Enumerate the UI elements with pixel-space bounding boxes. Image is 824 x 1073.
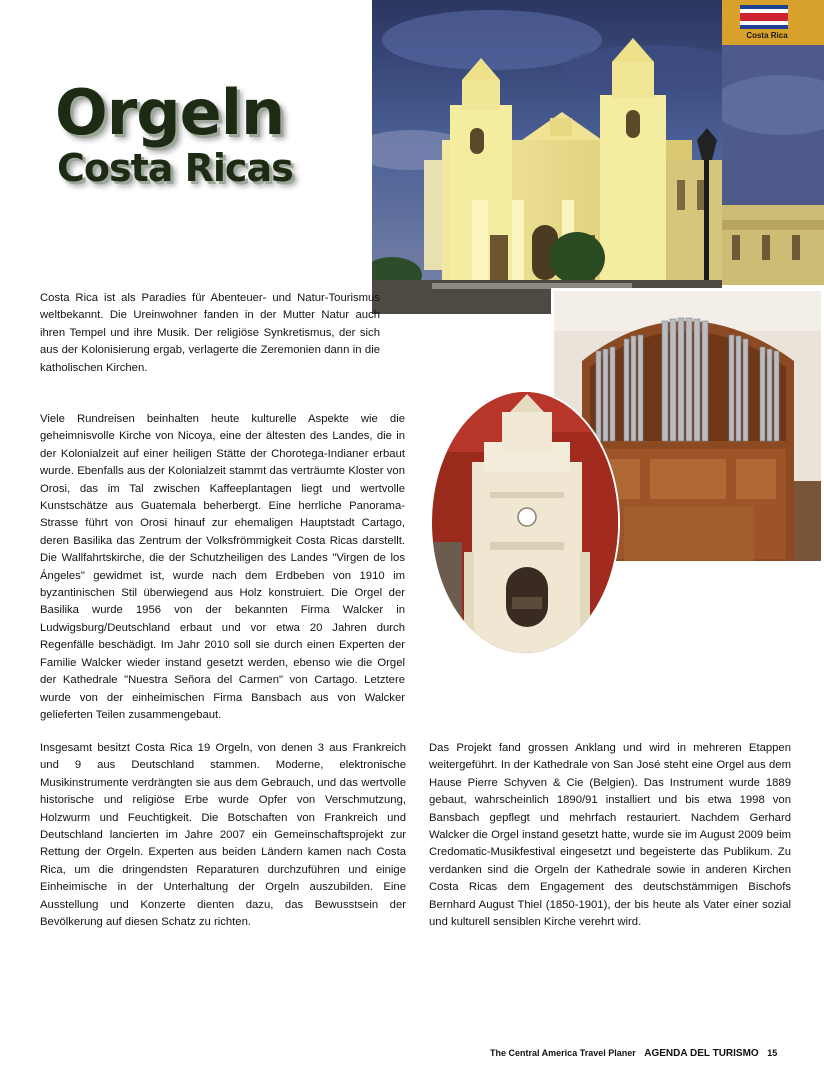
title-line-2: Costa Ricas (57, 146, 293, 190)
page-footer (490, 1048, 783, 1059)
cathedral-photo (372, 0, 722, 314)
page-title (55, 78, 293, 188)
country-label: Costa Rica (746, 31, 788, 40)
rundreisen-paragraph: Viele Rundreisen beinhalten heute kulturelle Aspekte wie die geheimnisvolle Kirche von Nicoya, eine der ältesten des Landes, die in der Kolonialzeit auf einer heiligen Stätte der Chorotega-Indianer erbaut wurde. Ebenfalls aus der Kolonialzeit stammt das verträumte Kloster von Orosi, das im Tal zwischen Kaffeeplantagen liegt und wertvolle Kunstschätze aus Guatemala beherbergt. Eine herrliche Panorama-Strasse führt von Orosi hinauf zur ehemaligen Hauptstadt Cartago, deren Basilika das Zentrum der Volksfrömmigkeit Costa Ricas darstellt. Die Wallfahrtskirche, die der Schutzheiligen des Landes "Virgen de los Ángeles" gewidmet ist, wurde nach dem Erdbeben von 1910 im byzantinischen Stil überwiegend aus Holz konstruiert. Die Orgel der Basilika wurde 1956 von der bekannten Firma Walcker in Ludwigsburg/Deutschland erbaut und vor etwa 20 Jahren durch Regenfälle beschädigt. Im Jahr 2010 soll sie durch einen Experten der Familie Walcker wieder instand gesetzt werden, ebenso wie die Orgel der Kathedrale "Nuestra Señora del Carmen" von Cartago. Letztere wurde von der einheimischen Firma Bansbach aus von Walcker gelieferten Teilen zusammengebaut. (40, 413, 405, 721)
footer-magazine: AGENDA DEL TURISMO (644, 1048, 759, 1059)
title-line-1: Orgeln (55, 76, 285, 149)
footer-publication: The Central America Travel Planer (490, 1048, 636, 1058)
church-tower-photo (430, 390, 620, 655)
orgeln-paragraph: Insgesamt besitzt Costa Rica 19 Orgeln, von denen 3 aus Frankreich und 9 aus Deutschland stammen. Moderne, elektronische Musikinstrumente verdrängten sie aus dem Gebrauch, und das wertvolle historische und religiöse Erbe wurde Opfer von Verschmutzung, Holzwurm und Feuchtigkeit. Die Botschaften von Frankreich und Deutschland lancierten im Jahre 2007 ein Gemeinschaftsprojekt zur Rettung der Orgeln. Experten aus beiden Ländern kamen nach Costa Rica, um die dringendsten Reparaturen durchzuführen und einige Einheimische in der Unterhaltung der Orgeln auszubilden. Eine Ausstellung und Konzerte dienten dazu, das Bewusstsein der Bevölkerung auf diesen Schatz zu richten. (40, 742, 406, 929)
cathedral-photo-right-strip (722, 45, 824, 285)
projekt-paragraph: Das Projekt fand grossen Anklang und wird in mehreren Etappen weitergeführt. In der Kathedrale von San José steht eine Orgel aus dem Hause Pierre Schyven & Cie (Belgien). Das Instrument wurde 1889 gebaut, wahrscheinlich 1890/91 installiert und bis etwa 1998 von Bansbach gepflegt und mehrfach restauriert. Nachdem Gerhard Walcker die Orgel instand gesetzt hatte, wurde sie im August 2009 beim Credomatic-Musikfestival eingesetzt und begeisterte das Publikum. Zu verdanken sind die Orgeln der Kathedrale sowie in anderen Kirchen Costa Ricas dem Engagement des deutschstämmigen Bischofs Bernhard August Thiel (1850-1901), der bis heute als Vater einer sozial und kulturell sensiblen Kirche verehrt wird. (429, 742, 791, 929)
country-tab (722, 0, 824, 45)
intro-paragraph: Costa Rica ist als Paradies für Abenteuer- und Natur-Tourismus weltbekannt. Die Ureinwohner fanden in der Mutter Natur auch ihren Tempel und ihre Musik. Der religiöse Synkretismus, der sich aus der Kolonisierung ergab, verlagerte die Zeremonien dann in die katholischen Kirchen. (40, 292, 380, 374)
costa-rica-flag-icon (740, 5, 788, 29)
page-number: 15 (767, 1048, 778, 1058)
